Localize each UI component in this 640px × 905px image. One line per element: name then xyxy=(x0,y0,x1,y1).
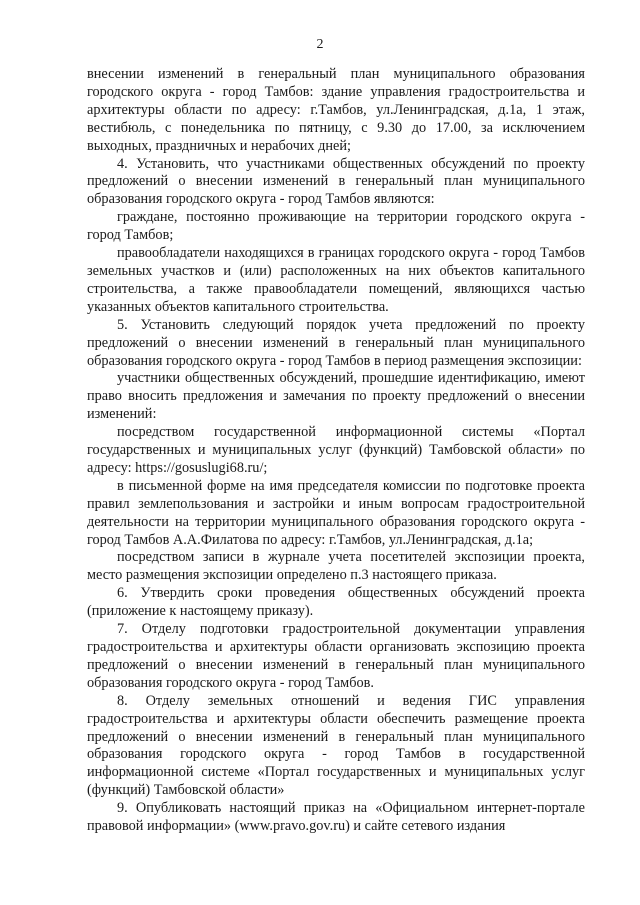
paragraph-item-9: 9. Опубликовать настоящий приказ на «Официальном интернет-портале правовой информации» (www.pravo.gov.ru) и сайте сетевого издания xyxy=(87,800,585,835)
paragraph-item-7: 7. Отделу подготовки градостроительной документации управления градостроительства и архитектуры области организовать экспозицию проекта предложений о внесении изменений в генеральный план муниципального образования городского округа - город Тамбов. xyxy=(87,621,585,691)
paragraph-rightholders: правообладатели находящихся в границах городского округа - город Тамбов земельных участков и (или) расположенных на них объектов капитального строительства, а также правообладатели помещений, являющихся частью указанных объектов капитального строительства. xyxy=(87,245,585,315)
paragraph-participants: участники общественных обсуждений, прошедшие идентификацию, имеют право вносить предложения и замечания по проекту предложений о внесении изменений: xyxy=(87,370,585,423)
paragraph-written-form: в письменной форме на имя председателя комиссии по подготовке проекта правил землепользования и застройки и иным вопросам градостроительной деятельности на территории муниципального образования городского округа - город Тамбов А.А.Филатова по адресу: г.Тамбов, ул.Ленинградская, д.1а; xyxy=(87,477,585,548)
paragraph-gis-portal: посредством государственной информационной системы «Портал государственных и муниципальных услуг (функций) Тамбовской области» по адресу: https://gosuslugi68.ru/; xyxy=(87,424,585,476)
paragraph-item-4: 4. Установить, что участниками общественных обсуждений по проекту предложений о внесении изменений в генеральный план муниципального образования городского округа - город Тамбов являются: xyxy=(87,155,585,208)
document-body xyxy=(87,66,585,836)
paragraph-visitor-log: посредством записи в журнале учета посетителей экспозиции проекта, место размещения экспозиции определено п.3 настоящего приказа. xyxy=(87,549,585,584)
paragraph-item-8: 8. Отделу земельных отношений и ведения ГИС управления градостроительства и архитектуры области обеспечить размещение проекта предложений о внесении изменений в генеральный план муниципального образования городского округа - город Тамбов в государственной информационной системе «Портал государственных и муниципальных услуг (функций) Тамбовской области» xyxy=(87,692,585,799)
paragraph-continuation: внесении изменений в генеральный план муниципального образования городского округа - город Тамбов: здание управления градостроительства и архитектуры области по адресу: г.Тамбов, ул.Ленинградская, д.1а, 1 этаж, вестибюль, с понедельника по пятницу, с 9.30 до 17.00, за исключением выходных, праздничных и нерабочих дней; xyxy=(87,66,585,154)
paragraph-item-6: 6. Утвердить сроки проведения общественных обсуждений проекта (приложение к настоящему приказу). xyxy=(87,585,585,620)
paragraph-citizens: граждане, постоянно проживающие на территории городского округа - город Тамбов; xyxy=(87,209,585,244)
page-number: 2 xyxy=(316,37,324,52)
paragraph-item-5: 5. Установить следующий порядок учета предложений по проекту предложений о внесении изменений в генеральный план муниципального образования городского округа - город Тамбов в период размещения экспозиции: xyxy=(87,316,585,369)
